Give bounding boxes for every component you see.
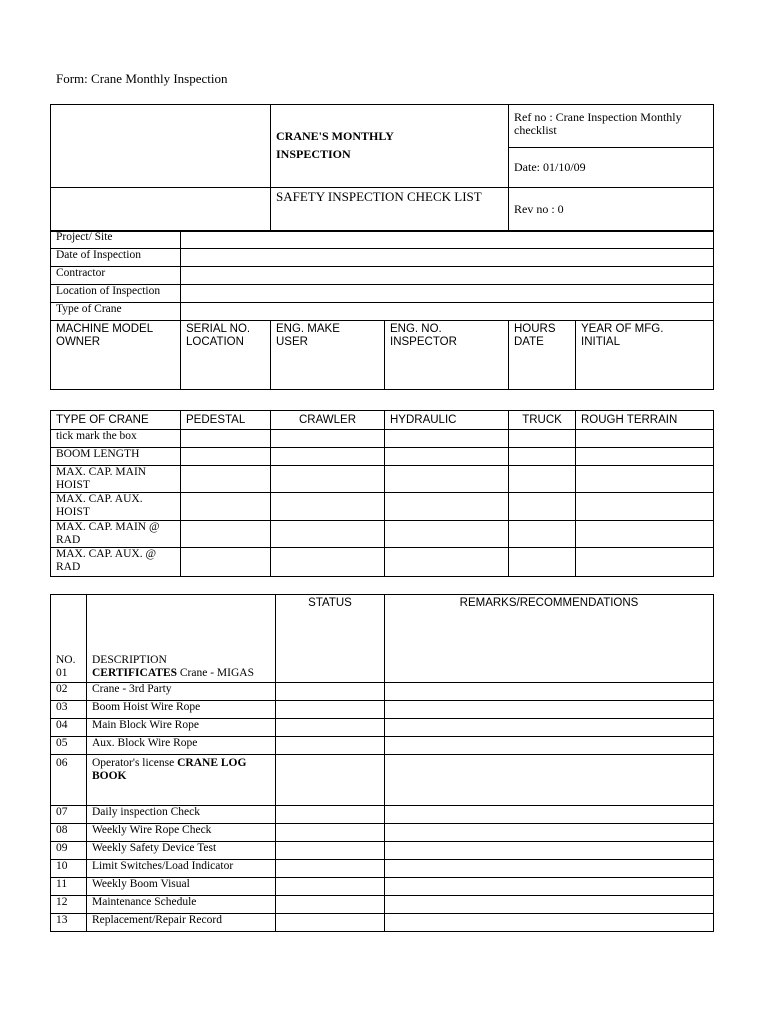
remarks-cell[interactable] bbox=[385, 860, 714, 878]
remarks-cell[interactable] bbox=[385, 824, 714, 842]
site-table bbox=[50, 230, 714, 390]
site-field-label: Contractor bbox=[51, 267, 181, 285]
status-cell[interactable] bbox=[276, 878, 385, 896]
table-row bbox=[51, 701, 714, 719]
crane-type-header: TYPE OF CRANE bbox=[51, 411, 181, 430]
items-table bbox=[50, 594, 714, 932]
table-row bbox=[51, 878, 714, 896]
crane-spec-cell[interactable] bbox=[509, 466, 576, 493]
crane-spec-label: BOOM LENGTH bbox=[51, 448, 181, 466]
table-row bbox=[51, 806, 714, 824]
item-no: 04 bbox=[51, 719, 87, 737]
table-row bbox=[51, 824, 714, 842]
crane-spec-cell[interactable] bbox=[509, 430, 576, 448]
site-field-label: Project/ Site bbox=[51, 231, 181, 249]
item-description: Weekly Safety Device Test bbox=[87, 842, 276, 860]
crane-spec-label: MAX. CAP. MAIN HOIST bbox=[51, 466, 181, 493]
crane-spec-cell[interactable] bbox=[385, 493, 509, 521]
crane-spec-cell[interactable] bbox=[271, 466, 385, 493]
crane-spec-cell[interactable] bbox=[181, 521, 271, 548]
crane-spec-cell[interactable] bbox=[271, 493, 385, 521]
table-row bbox=[51, 860, 714, 878]
crane-type-header: CRAWLER bbox=[271, 411, 385, 430]
crane-spec-cell[interactable] bbox=[385, 448, 509, 466]
crane-spec-cell[interactable] bbox=[576, 430, 714, 448]
remarks-cell[interactable] bbox=[385, 755, 714, 806]
crane-spec-cell[interactable] bbox=[509, 448, 576, 466]
item-no: 10 bbox=[51, 860, 87, 878]
crane-spec-cell[interactable] bbox=[385, 430, 509, 448]
item-description: Aux. Block Wire Rope bbox=[87, 737, 276, 755]
remarks-cell[interactable] bbox=[385, 683, 714, 701]
remarks-cell[interactable] bbox=[385, 719, 714, 737]
ref-no: Ref no : Crane Inspection Monthly checklist bbox=[509, 105, 714, 148]
crane-spec-cell[interactable] bbox=[271, 430, 385, 448]
form-label: Form: Crane Monthly Inspection bbox=[56, 71, 228, 86]
status-cell[interactable] bbox=[276, 914, 385, 932]
status-cell[interactable] bbox=[276, 755, 385, 806]
machine-header-cell: SERIAL NO. LOCATION bbox=[181, 321, 271, 390]
site-field-input[interactable] bbox=[181, 303, 714, 321]
crane-spec-label: MAX. CAP. AUX. HOIST bbox=[51, 493, 181, 521]
item-description: Crane - 3rd Party bbox=[87, 683, 276, 701]
site-field-row bbox=[51, 267, 714, 285]
remarks-header: REMARKS/RECOMMENDATIONS bbox=[385, 595, 714, 683]
remarks-cell[interactable] bbox=[385, 842, 714, 860]
machine-header-cell: YEAR OF MFG. INITIAL bbox=[576, 321, 714, 390]
remarks-cell[interactable] bbox=[385, 878, 714, 896]
no-header: NO. 01 bbox=[51, 595, 87, 683]
crane-type-header: TRUCK bbox=[509, 411, 576, 430]
item-no: 07 bbox=[51, 806, 87, 824]
status-cell[interactable] bbox=[276, 806, 385, 824]
crane-spec-label: tick mark the box bbox=[51, 430, 181, 448]
crane-spec-cell[interactable] bbox=[576, 521, 714, 548]
crane-type-header: HYDRAULIC bbox=[385, 411, 509, 430]
crane-spec-cell[interactable] bbox=[181, 430, 271, 448]
crane-spec-row bbox=[51, 493, 714, 521]
crane-type-header: ROUGH TERRAIN bbox=[576, 411, 714, 430]
crane-spec-cell[interactable] bbox=[181, 466, 271, 493]
item-no: 12 bbox=[51, 896, 87, 914]
table-row bbox=[51, 737, 714, 755]
table-row bbox=[51, 842, 714, 860]
machine-header-cell: MACHINE MODEL OWNER bbox=[51, 321, 181, 390]
table-row bbox=[51, 683, 714, 701]
status-cell[interactable] bbox=[276, 860, 385, 878]
crane-spec-cell[interactable] bbox=[181, 448, 271, 466]
crane-spec-cell[interactable] bbox=[576, 493, 714, 521]
site-field-row bbox=[51, 249, 714, 267]
item-no: 09 bbox=[51, 842, 87, 860]
page-title: CRANE'S MONTHLY INSPECTION bbox=[271, 105, 509, 188]
item-description: Replacement/Repair Record bbox=[87, 914, 276, 932]
item-no: 05 bbox=[51, 737, 87, 755]
item-description: Maintenance Schedule bbox=[87, 896, 276, 914]
item-description: Weekly Boom Visual bbox=[87, 878, 276, 896]
table-row bbox=[51, 719, 714, 737]
remarks-cell[interactable] bbox=[385, 701, 714, 719]
remarks-cell[interactable] bbox=[385, 896, 714, 914]
crane-spec-cell[interactable] bbox=[271, 548, 385, 577]
item-no: 08 bbox=[51, 824, 87, 842]
site-field-input[interactable] bbox=[181, 285, 714, 303]
site-field-label: Type of Crane bbox=[51, 303, 181, 321]
crane-spec-label: MAX. CAP. AUX. @ RAD bbox=[51, 548, 181, 577]
item-description: Daily inspection Check bbox=[87, 806, 276, 824]
item-no: 13 bbox=[51, 914, 87, 932]
site-field-input[interactable] bbox=[181, 267, 714, 285]
remarks-cell[interactable] bbox=[385, 737, 714, 755]
crane-spec-row bbox=[51, 448, 714, 466]
crane-spec-cell[interactable] bbox=[576, 466, 714, 493]
status-cell[interactable] bbox=[276, 824, 385, 842]
item-no: 11 bbox=[51, 878, 87, 896]
header-table bbox=[50, 104, 714, 232]
site-field-row bbox=[51, 285, 714, 303]
machine-header-cell: ENG. NO. INSPECTOR bbox=[385, 321, 509, 390]
crane-spec-cell[interactable] bbox=[271, 448, 385, 466]
site-field-label: Location of Inspection bbox=[51, 285, 181, 303]
site-field-row bbox=[51, 303, 714, 321]
item-no: 03 bbox=[51, 701, 87, 719]
item-no: 06 bbox=[51, 755, 87, 806]
machine-header-cell: ENG. MAKE USER bbox=[271, 321, 385, 390]
site-field-input[interactable] bbox=[181, 231, 714, 249]
subtitle: SAFETY INSPECTION CHECK LIST bbox=[271, 188, 509, 232]
crane-spec-row bbox=[51, 548, 714, 577]
status-cell[interactable] bbox=[276, 896, 385, 914]
blank-cell bbox=[51, 188, 271, 232]
logo-cell bbox=[51, 105, 271, 188]
remarks-cell[interactable] bbox=[385, 806, 714, 824]
item-description: Weekly Wire Rope Check bbox=[87, 824, 276, 842]
status-cell[interactable] bbox=[276, 737, 385, 755]
crane-spec-row bbox=[51, 521, 714, 548]
crane-spec-cell[interactable] bbox=[385, 521, 509, 548]
site-field-row bbox=[51, 231, 714, 249]
item-description: Main Block Wire Rope bbox=[87, 719, 276, 737]
item-description: Limit Switches/Load Indicator bbox=[87, 860, 276, 878]
item-no: 02 bbox=[51, 683, 87, 701]
site-field-input[interactable] bbox=[181, 249, 714, 267]
crane-spec-cell[interactable] bbox=[181, 548, 271, 577]
item-description: Boom Hoist Wire Rope bbox=[87, 701, 276, 719]
machine-header-row bbox=[51, 321, 714, 390]
crane-type-header: PEDESTAL bbox=[181, 411, 271, 430]
crane-spec-row bbox=[51, 466, 714, 493]
date-cell: Date: 01/10/09 bbox=[509, 148, 714, 188]
crane-spec-cell[interactable] bbox=[576, 548, 714, 577]
site-field-label: Date of Inspection bbox=[51, 249, 181, 267]
item-description: Operator's license CRANE LOG BOOK bbox=[87, 755, 276, 806]
status-cell[interactable] bbox=[276, 683, 385, 701]
crane-spec-cell[interactable] bbox=[509, 548, 576, 577]
crane-spec-cell[interactable] bbox=[385, 548, 509, 577]
status-cell[interactable] bbox=[276, 842, 385, 860]
crane-type-table bbox=[50, 410, 714, 577]
machine-header-cell: HOURS DATE bbox=[509, 321, 576, 390]
remarks-cell[interactable] bbox=[385, 914, 714, 932]
rev-no: Rev no : 0 bbox=[509, 188, 714, 232]
description-header: DESCRIPTION CERTIFICATES Crane - MIGAS bbox=[87, 595, 276, 683]
table-row bbox=[51, 755, 714, 806]
crane-spec-cell[interactable] bbox=[271, 521, 385, 548]
status-header: STATUS bbox=[276, 595, 385, 683]
crane-spec-cell[interactable] bbox=[576, 448, 714, 466]
status-cell[interactable] bbox=[276, 719, 385, 737]
crane-spec-row bbox=[51, 430, 714, 448]
crane-spec-cell[interactable] bbox=[509, 521, 576, 548]
table-row bbox=[51, 896, 714, 914]
crane-spec-cell[interactable] bbox=[385, 466, 509, 493]
crane-spec-label: MAX. CAP. MAIN @ RAD bbox=[51, 521, 181, 548]
status-cell[interactable] bbox=[276, 701, 385, 719]
table-row bbox=[51, 914, 714, 932]
crane-spec-cell[interactable] bbox=[181, 493, 271, 521]
crane-spec-cell[interactable] bbox=[509, 493, 576, 521]
